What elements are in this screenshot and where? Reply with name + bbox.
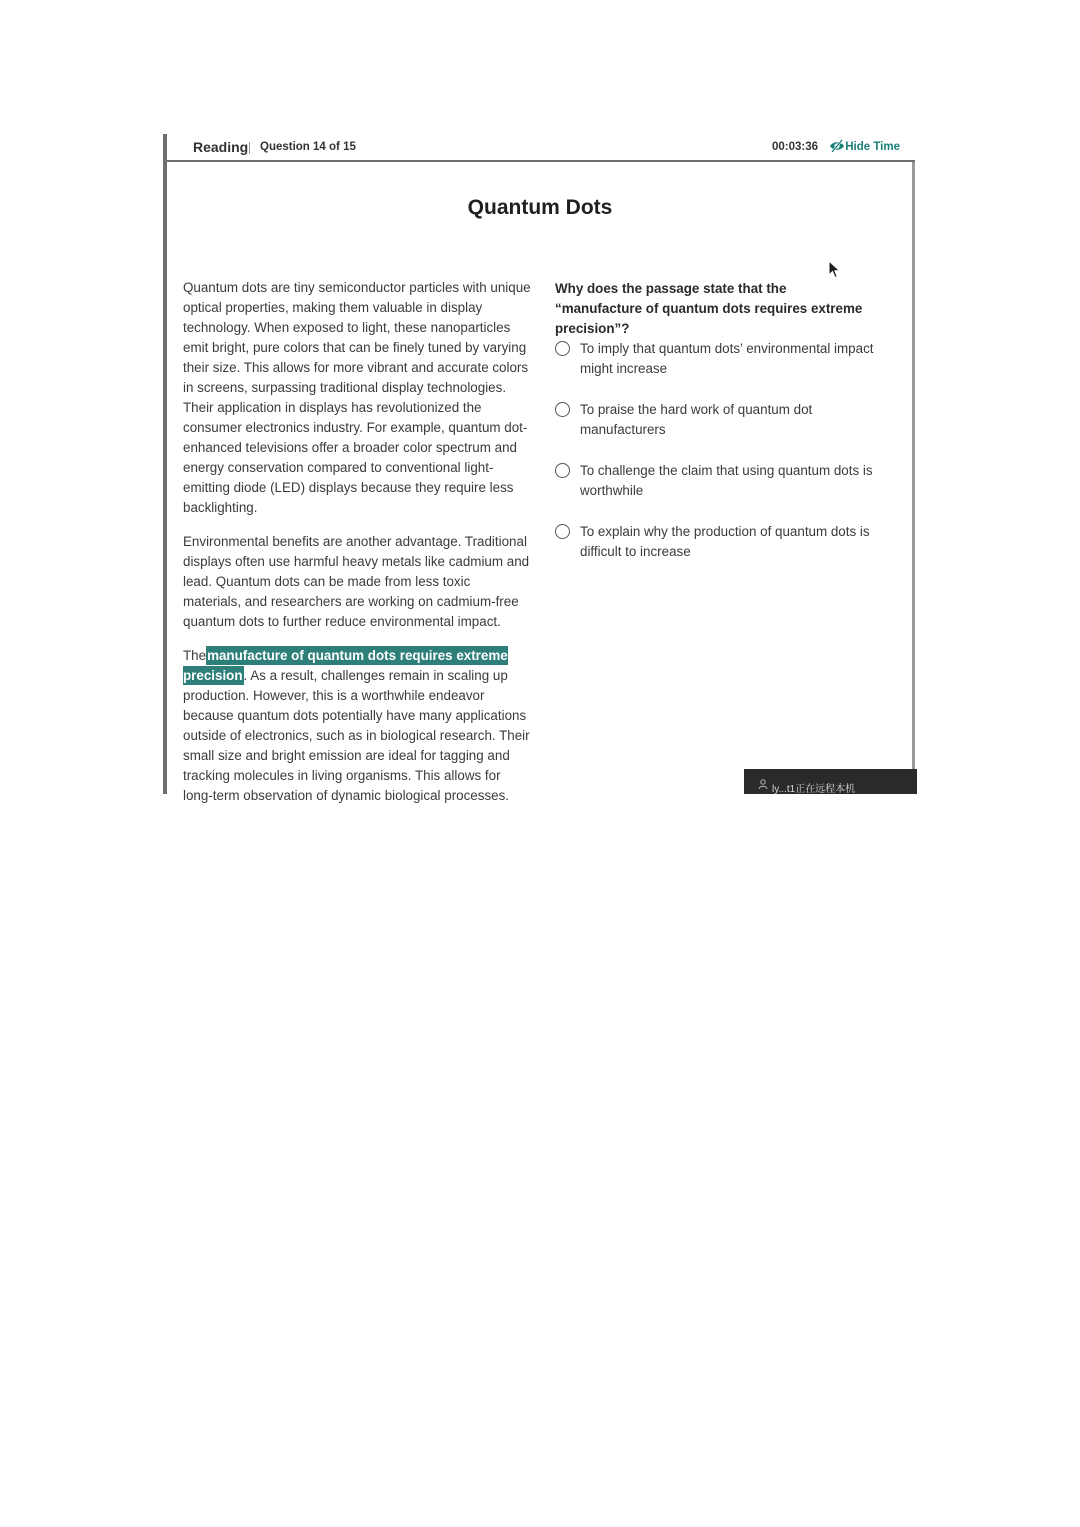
- answer-option-label: To explain why the production of quantum dots is difficult to increase: [580, 524, 870, 559]
- reading-passage: [183, 278, 531, 820]
- passage-paragraph-1: Quantum dots are tiny semiconductor particles with unique optical properties, making them valuable in display technology. When exposed to light, these nanoparticles emit bright, pure colors that can be finely tuned by varying their size. This allows for more vibrant and accurate colors in screens, surpassing traditional display technologies. Their application in displays has revolutionized the consumer electronics industry. For example, quantum dot-enhanced televisions offer a broader color spectrum and energy conservation compared to conventional light-emitting diode (LED) displays because they require less backlighting.: [183, 280, 531, 515]
- timer-display: 00:03:36: [771, 141, 818, 153]
- radio-button-a[interactable]: [555, 341, 570, 356]
- question-prompt: Why does the passage state that the “manufacture of quantum dots requires extreme precision”?: [555, 281, 863, 336]
- answer-option-b[interactable]: [555, 400, 900, 440]
- paragraph-3-rest: . As a result, challenges remain in scaling up production. However, this is a worthwhile endeavor because quantum dots potentially have many applications outside of electronics, such as in biological research. Their small size and bright emission are ideal for tagging and tracking molecules in living organisms. This allows for long-term observation of dynamic biological processes.: [183, 668, 530, 803]
- answer-option-label: To imply that quantum dots’ environmental impact might increase: [580, 341, 874, 376]
- eye-slash-icon[interactable]: [829, 138, 845, 154]
- passage-title: Quantum Dots: [467, 196, 613, 219]
- section-label: Reading: [193, 139, 249, 155]
- answer-option-a[interactable]: [555, 339, 900, 379]
- answer-option-label: To challenge the claim that using quantum dots is worthwhile: [580, 463, 873, 498]
- remote-session-bar[interactable]: [744, 769, 917, 794]
- answer-option-d[interactable]: [555, 522, 900, 562]
- radio-button-d[interactable]: [555, 524, 570, 539]
- radio-button-c[interactable]: [555, 463, 570, 478]
- toolbar-divider: [249, 142, 250, 154]
- question-counter: Question 14 of 15: [260, 141, 356, 153]
- mouse-cursor-icon: [828, 260, 842, 280]
- passage-paragraph-2: Environmental benefits are another advantage. Traditional displays often use harmful heavy metals like cadmium and lead. Quantum dots can be made from less toxic materials, and researchers are working on cadmium-free quantum dots to further reduce environmental impact.: [183, 534, 530, 629]
- answer-option-label: To praise the hard work of quantum dot manufacturers: [580, 402, 813, 437]
- radio-button-b[interactable]: [555, 402, 570, 417]
- remote-session-label: ly...t1正在远程本机: [772, 784, 856, 795]
- answer-options: [555, 339, 900, 583]
- passage-paragraph-3: [183, 646, 531, 806]
- hide-time-button[interactable]: Hide Time: [845, 141, 900, 153]
- top-toolbar: [167, 134, 915, 162]
- window-left-border: [163, 134, 167, 794]
- answer-option-c[interactable]: [555, 461, 900, 501]
- paragraph-3-start: The: [183, 648, 207, 663]
- highlighted-phrase: manufacture of quantum dots requires extreme precision: [183, 648, 508, 683]
- test-window: [163, 134, 917, 803]
- user-icon: [758, 779, 768, 789]
- window-right-border: [912, 134, 915, 794]
